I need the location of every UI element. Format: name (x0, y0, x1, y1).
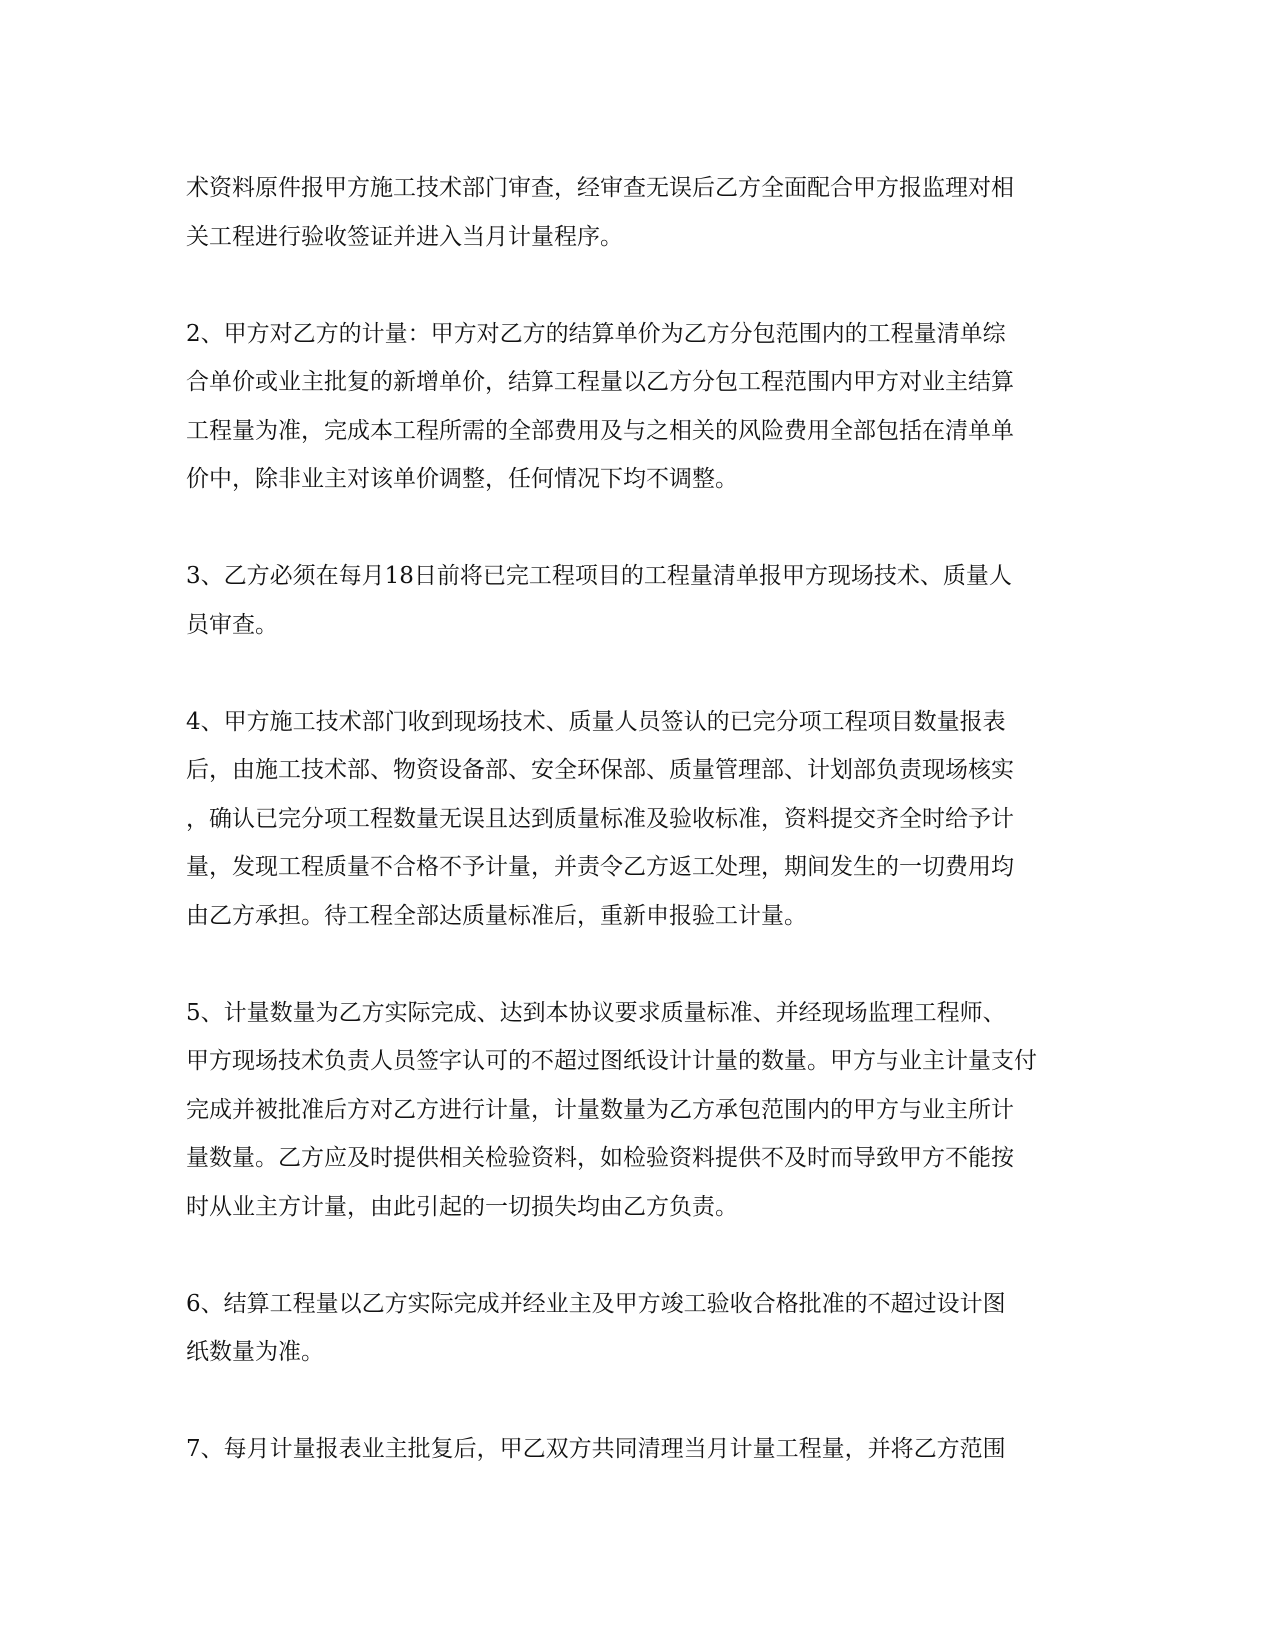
document-body (186, 164, 1086, 1522)
paragraph-clause-7: 7、每月计量报表业主批复后，甲乙双方共同清理当月计量工程量，并将乙方范围 (186, 1436, 1006, 1462)
paragraph-clause-6: 6、结算工程量以乙方实际完成并经业主及甲方竣工验收合格批准的不超过设计图 纸数量为准。 (186, 1290, 1006, 1365)
paragraph-clause-3: 3、乙方必须在每月18日前将已完工程项目的工程量清单报甲方现场技术、质量人 员审查。 (186, 563, 1012, 638)
paragraph-clause-5: 5、计量数量为乙方实际完成、达到本协议要求质量标准、并经现场监理工程师、 甲方现场技术负责人员签字认可的不超过图纸设计计量的数量。甲方与业主计量支付 完成并被批准后方对乙方进行计量，计量数量为乙方承包范围内的甲方与业主所计 量数量。乙方应及时提供相关检验资料，如检验资料提供不及时而导致甲方不能按 时从业主方计量，由此引起的一切损失均由乙方负责。 (186, 999, 1037, 1220)
paragraph-continuation: 术资料原件报甲方施工技术部门审查，经审查无误后乙方全面配合甲方报监理对相 关工程进行验收签证并进入当月计量程序。 (186, 175, 1014, 250)
paragraph-clause-4: 4、甲方施工技术部门收到现场技术、质量人员签认的已完分项工程项目数量报表 后，由施工技术部、物资设备部、安全环保部、质量管理部、计划部负责现场核实 ，确认已完分项工程数量无误且达到质量标准及验收标准，资料提交齐全时给予计 量，发现工程质量不合格不予计量，并责令乙方返工处理，期间发生的一切费用均 由乙方承担。待工程全部达质量标准后，重新申报验工计量。 (186, 708, 1014, 929)
paragraph-clause-2: 2、甲方对乙方的计量：甲方对乙方的结算单价为乙方分包范围内的工程量清单综 合单价或业主批复的新增单价，结算工程量以乙方分包工程范围内甲方对业主结算 工程量为准，完成本工程所需的全部费用及与之相关的风险费用全部包括在清单单 价中，除非业主对该单价调整，任何情况下均不调整。 (186, 320, 1014, 492)
